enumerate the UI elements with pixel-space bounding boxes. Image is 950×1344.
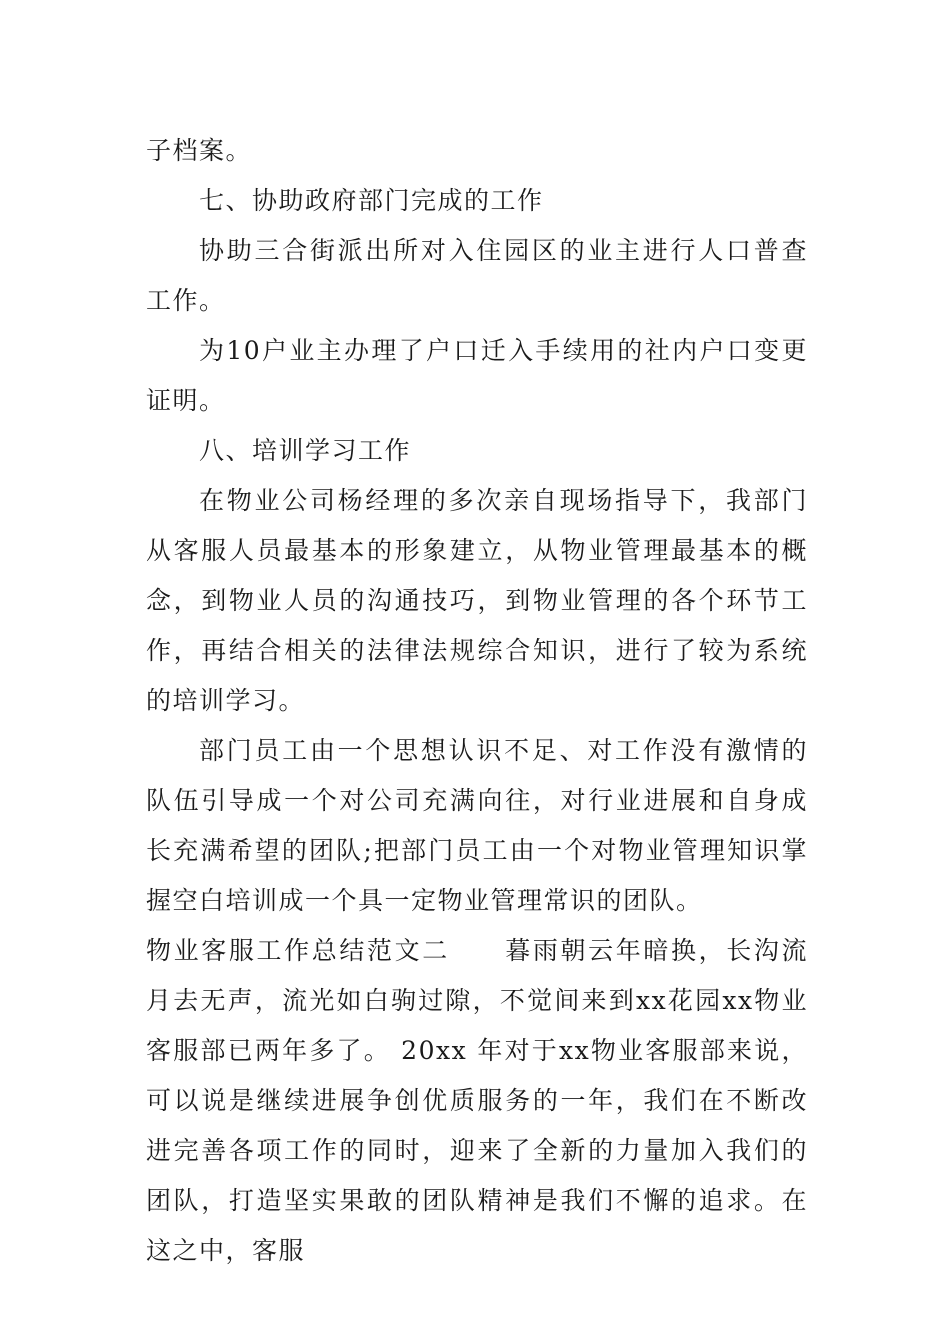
section-heading-7: 七、协助政府部门完成的工作 [199,186,544,215]
document-body [146,126,808,1276]
paragraph-training: 在物业公司杨经理的多次亲自现场指导下，我部门从客服人员最基本的形象建立，从物业管理最基本的概念，到物业人员的沟通技巧，到物业管理的各个环节工作，再结合相关的法律法规综合知识，进行了较为系统的培训学习。 [146,486,808,715]
section-heading-8: 八、培训学习工作 [199,436,412,465]
paragraph-census: 协助三合街派出所对入住园区的业主进行人口普查工作。 [146,236,808,315]
paragraph-team: 部门员工由一个思想认识不足、对工作没有激情的队伍引导成一个对公司充满向往，对行业进展和自身成长充满希望的团队;把部门员工由一个对物业管理知识掌握空白培训成一个具一定物业管理常识的团队。 [146,736,808,915]
paragraph-summary-two: 物业客服工作总结范文二 暮雨朝云年暗换，长沟流月去无声，流光如白驹过隙，不觉间来到xx花园xx物业客服部已两年多了。 20xx 年对于xx物业客服部来说，可以说是继续进展争创优质服务的一年，我们在不断改进完善各项工作的同时，迎来了全新的力量加入我们的团队，打造坚实果敢的团队精神是我们不懈的追求。在这之中，客服 [146,936,808,1265]
paragraph-household: 为10户业主办理了户口迁入手续用的社内户口变更证明。 [146,336,808,415]
paragraph-1: 子档案。 [146,136,253,165]
